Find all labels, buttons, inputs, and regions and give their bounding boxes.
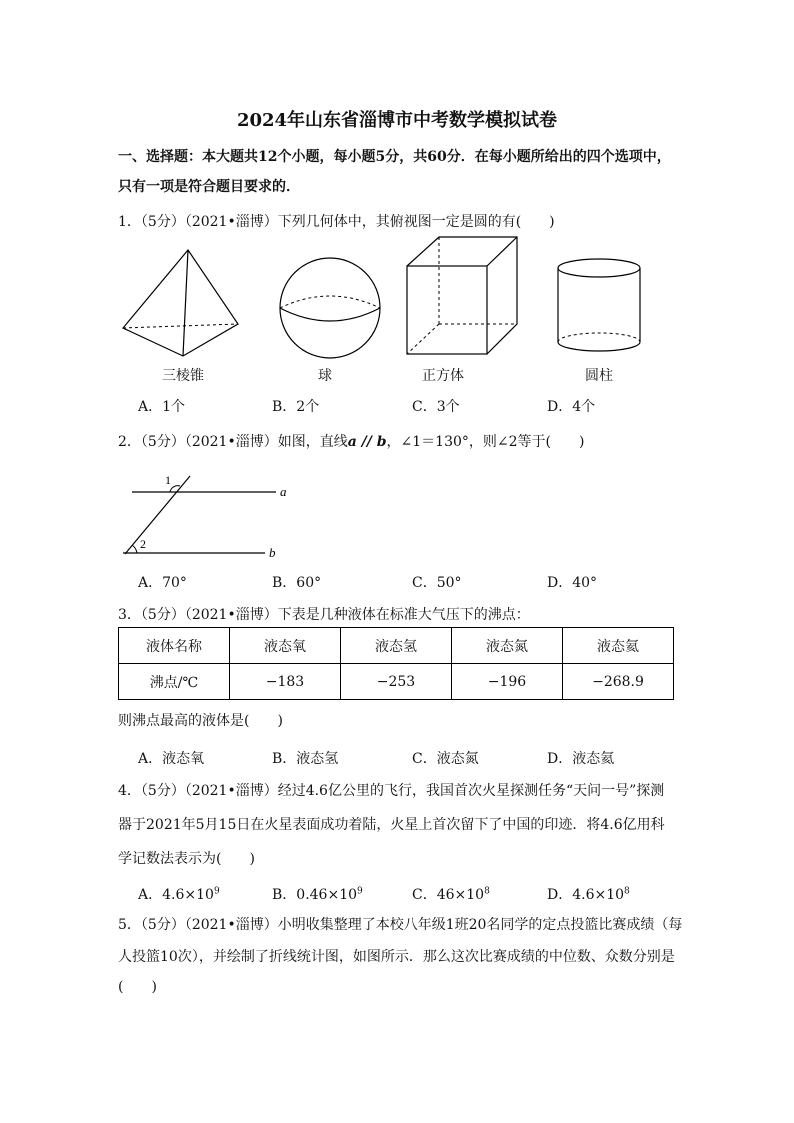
q1-option-a[interactable]: A．1个 — [138, 399, 186, 415]
q4-line3: 学记数法表示为( ) — [118, 851, 255, 867]
q5-line2: 人投篮10次），并绘制了折线统计图，如图所示．那么这次比赛成绩的中位数、众数分别是 — [118, 949, 675, 965]
table-cell: −183 — [230, 664, 341, 700]
pyramid-outline — [123, 250, 238, 356]
table-row — [119, 664, 674, 700]
q2-parallel-lines-figure — [120, 473, 290, 560]
q1-cube-figure — [404, 234, 524, 359]
table-cell: 液态氦 — [563, 628, 674, 664]
table-cell: 沸点/℃ — [119, 664, 230, 700]
q4-line2: 器于2021年5月15日在火星表面成功着陆，火星上首次留下了中国的印迹．将4.6亿用科 — [118, 817, 665, 833]
q2-option-d[interactable]: D．40° — [547, 575, 598, 591]
option-exponent: 8 — [484, 886, 490, 897]
q2-stem-start: 2．（5分）（2021•淄博）如图，直线 — [118, 434, 348, 450]
option-label: C． — [412, 887, 437, 903]
table-header-row — [119, 628, 674, 664]
option-base: 4.6×10 — [162, 887, 214, 903]
angle-1-label: 1 — [165, 473, 171, 487]
option-exponent: 9 — [213, 886, 220, 897]
table-cell: 液态氧 — [230, 628, 341, 664]
q2-option-c[interactable]: C．50° — [412, 575, 462, 591]
table-cell: −196 — [452, 664, 563, 700]
q4-option-b[interactable] — [272, 884, 363, 904]
section-heading-line2: 只有一项是符合题目要求的． — [118, 179, 300, 195]
option-label: A． — [138, 887, 163, 903]
q2-stem-end: ，∠1＝130°，则∠2等于( ) — [386, 434, 585, 450]
q3-option-a[interactable]: A．液态氧 — [138, 751, 205, 767]
figure-label-cube: 正方体 — [422, 368, 464, 384]
q1-pyramid-figure — [118, 246, 248, 366]
q5-line1: 5．（5分）（2021•淄博）小明收集整理了本校八年级1班20名同学的定点投篮比赛成绩（每 — [118, 917, 683, 933]
table-cell: −253 — [341, 664, 452, 700]
q4-option-c[interactable] — [412, 884, 490, 904]
angle-2-label: 2 — [140, 537, 146, 551]
q2-stem-math: a // b — [347, 434, 387, 450]
boiling-point-table — [118, 627, 674, 700]
q1-stem: 1．（5分）（2021•淄博）下列几何体中，其俯视图一定是圆的有( ) — [118, 214, 555, 230]
transversal — [125, 476, 190, 554]
option-label: D． — [547, 887, 573, 903]
q1-option-d[interactable]: D．4个 — [547, 399, 596, 415]
q1-cylinder-figure — [555, 256, 645, 356]
q1-option-c[interactable]: C．3个 — [412, 399, 460, 415]
table-cell: 液态氢 — [341, 628, 452, 664]
q1-sphere-figure — [276, 254, 386, 364]
q4-option-d[interactable] — [547, 884, 630, 904]
section-heading-line1: 一、选择题：本大题共12个小题，每小题5分，共60分．在每小题所给出的四个选项中， — [118, 149, 671, 165]
q4-option-a[interactable] — [138, 884, 220, 904]
page-title: 2024年山东省淄博市中考数学模拟试卷 — [236, 110, 558, 131]
figure-label-pyramid: 三棱锥 — [162, 368, 204, 384]
option-base: 0.46×10 — [296, 887, 358, 903]
line-b-label: b — [269, 545, 276, 560]
table-cell: 液态氮 — [452, 628, 563, 664]
option-base: 46×10 — [436, 887, 485, 903]
table-cell: −268.9 — [563, 664, 674, 700]
q3-question: 则沸点最高的液体是( ) — [118, 713, 283, 729]
q1-option-b[interactable]: B．2个 — [272, 399, 320, 415]
q3-option-c[interactable]: C．液态氮 — [412, 751, 479, 767]
q3-option-d[interactable]: D．液态氦 — [547, 751, 615, 767]
q4-line1: 4．（5分）（2021•淄博）经过4.6亿公里的飞行，我国首次火星探测任务“天问一号”探测 — [118, 783, 665, 799]
q5-line3: ( ) — [118, 979, 157, 995]
option-base: 4.6×10 — [572, 887, 625, 903]
table-cell: 液体名称 — [119, 628, 230, 664]
q3-option-b[interactable]: B．液态氢 — [272, 751, 339, 767]
option-label: B． — [272, 887, 297, 903]
q2-option-b[interactable]: B．60° — [272, 575, 322, 591]
q2-option-a[interactable]: A．70° — [138, 575, 187, 591]
figure-label-cylinder: 圆柱 — [585, 368, 613, 384]
option-exponent: 8 — [624, 886, 630, 897]
line-a-label: a — [280, 484, 287, 499]
q3-stem: 3．（5分）（2021•淄博）下表是几种液体在标准大气压下的沸点： — [118, 607, 530, 623]
figure-label-sphere: 球 — [318, 368, 332, 384]
option-exponent: 9 — [357, 886, 363, 897]
q2-stem — [118, 431, 584, 451]
